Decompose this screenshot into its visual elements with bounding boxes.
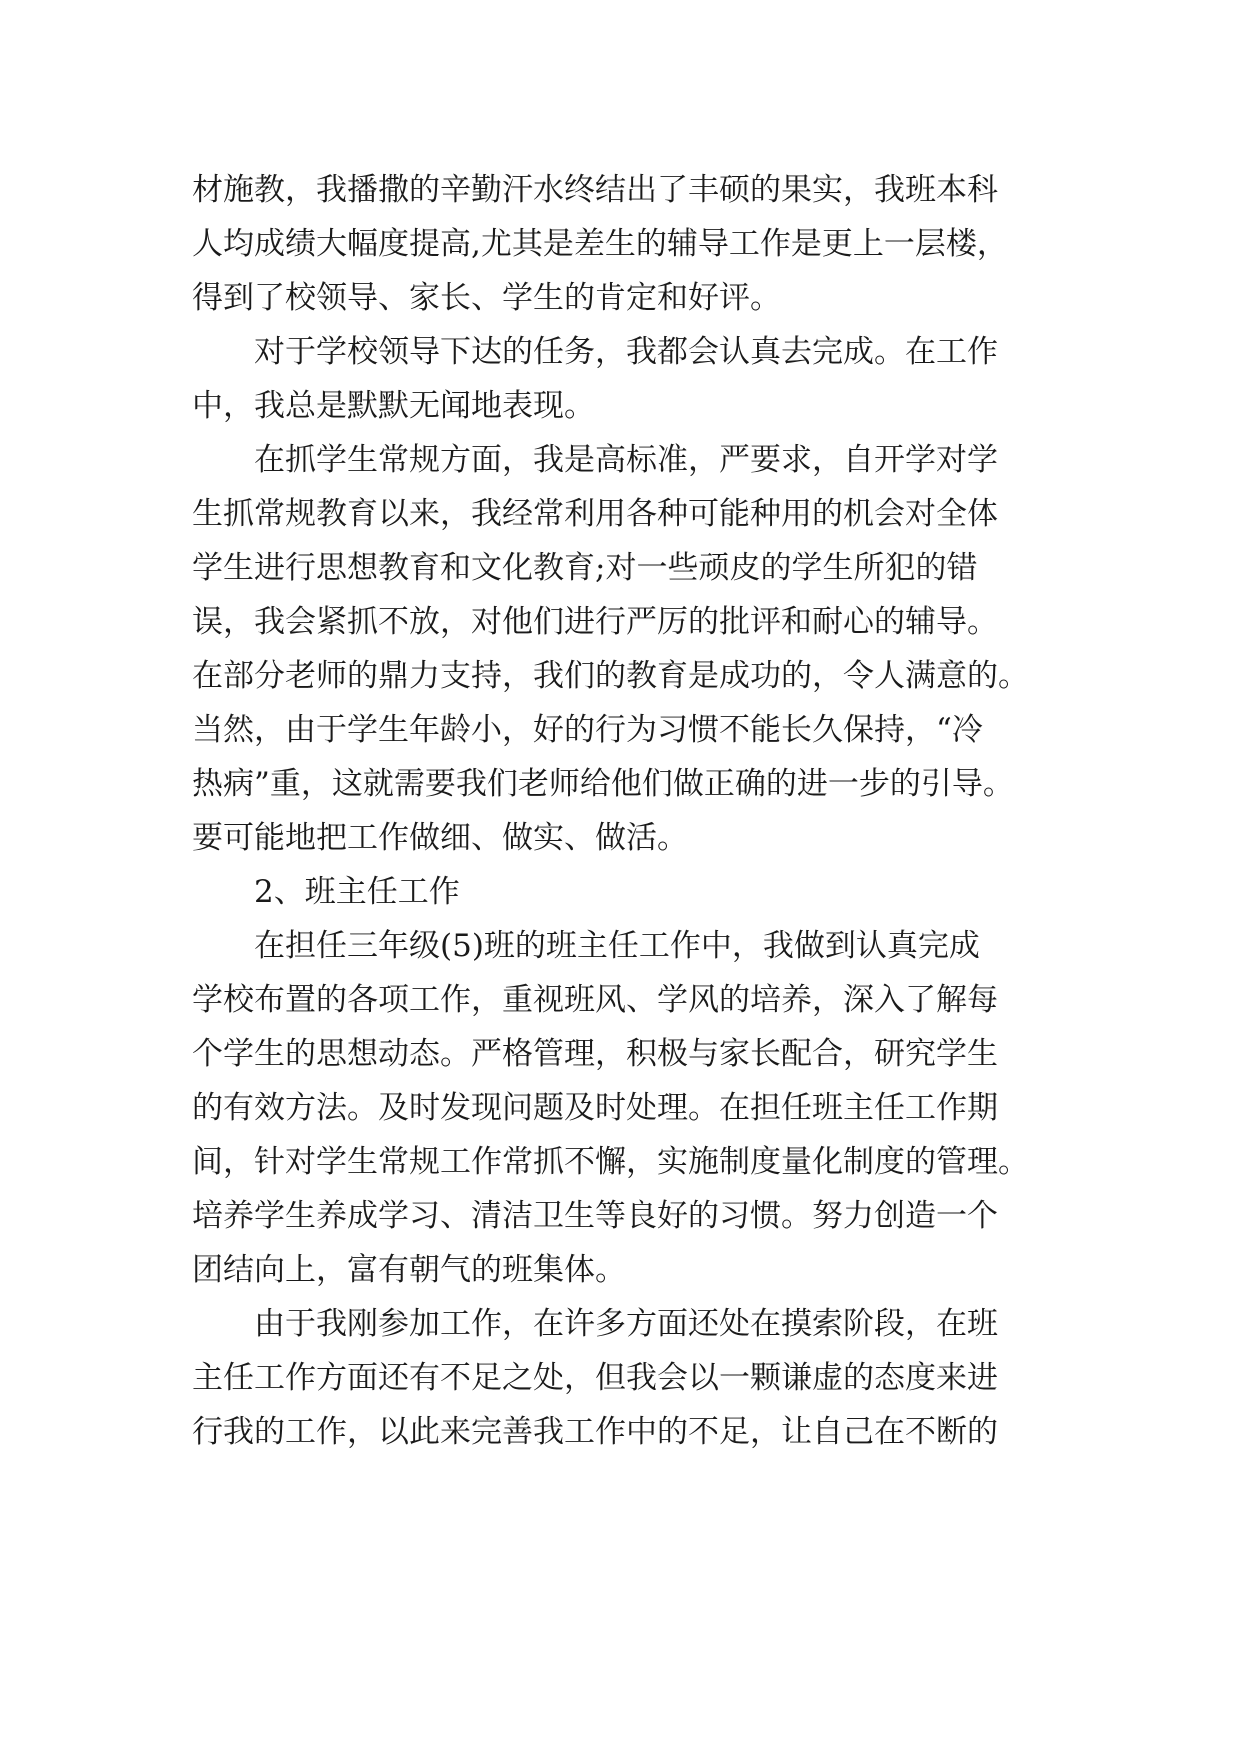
text-line: 间，针对学生常规工作常抓不懈，实施制度量化制度的管理。 (192, 1144, 1029, 1180)
text-line: 当然，由于学生年龄小，好的行为习惯不能长久保持，“冷 (192, 712, 983, 748)
text-line: 在抓学生常规方面，我是高标准，严要求，自开学对学 (254, 442, 998, 478)
text-line: 行我的工作，以此来完善我工作中的不足，让自己在不断的 (192, 1414, 998, 1450)
text-line: 得到了校领导、家长、学生的肯定和好评。 (192, 280, 781, 316)
text-line: 学校布置的各项工作，重视班风、学风的培养，深入了解每 (192, 982, 998, 1018)
text-line: 中，我总是默默无闻地表现。 (192, 388, 595, 424)
text-line: 个学生的思想动态。严格管理，积极与家长配合，研究学生 (192, 1036, 998, 1072)
text-line: 要可能地把工作做细、做实、做活。 (192, 820, 688, 856)
text-line: 培养学生养成学习、清洁卫生等良好的习惯。努力创造一个 (192, 1198, 998, 1234)
text-line: 主任工作方面还有不足之处，但我会以一颗谦虚的态度来进 (192, 1360, 998, 1396)
text-line: 由于我刚参加工作，在许多方面还处在摸索阶段，在班 (254, 1306, 998, 1342)
text-line: 在担任三年级(5)班的班主任工作中，我做到认真完成 (254, 928, 980, 964)
text-line: 的有效方法。及时发现问题及时处理。在担任班主任工作期 (192, 1090, 998, 1126)
text-line: 在部分老师的鼎力支持，我们的教育是成功的，令人满意的。 (192, 658, 1029, 694)
text-line: 热病”重，这就需要我们老师给他们做正确的进一步的引导。 (192, 766, 1014, 802)
text-line: 学生进行思想教育和文化教育;对一些顽皮的学生所犯的错 (192, 550, 978, 586)
section-heading: 2、班主任工作 (254, 874, 460, 910)
text-line: 人均成绩大幅度提高,尤其是差生的辅导工作是更上一层楼， (192, 226, 1008, 262)
text-line: 误，我会紧抓不放，对他们进行严厉的批评和耐心的辅导。 (192, 604, 998, 640)
text-line: 团结向上，富有朝气的班集体。 (192, 1252, 626, 1288)
text-line: 材施教，我播撒的辛勤汗水终结出了丰硕的果实，我班本科 (192, 172, 998, 208)
text-line: 生抓常规教育以来，我经常利用各种可能种用的机会对全体 (192, 496, 998, 532)
text-line: 对于学校领导下达的任务，我都会认真去完成。在工作 (254, 334, 998, 370)
